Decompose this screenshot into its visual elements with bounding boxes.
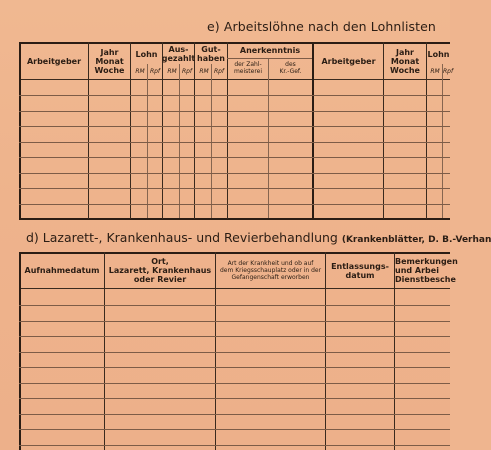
header-anerkenntnis: Anerkenntnis [239,46,301,55]
section-d-title [26,230,491,245]
ruled-line [19,142,450,143]
subheader-rpf: Rpf [181,68,193,75]
ruled-line [19,336,450,337]
table-c-bottom-border [19,218,450,220]
subcol-divider [442,64,443,218]
ruled-line [19,126,450,127]
subcol-divider [147,64,148,218]
header-ort-lazarett: Ort, Lazarett, Krankenhaus oder Revier [108,257,212,284]
section-d-note: (Krankenblätter, D. B.-Verhan [341,235,491,245]
subheader-rpf: Rpf [149,68,161,75]
subheader-rm: RM [430,68,440,75]
subcol-divider [211,64,212,218]
ruled-line [19,398,450,399]
ruled-line [19,204,450,205]
ruled-line [19,429,450,430]
section-d-heading: d) Lazarett-, Krankenhaus- und Revierbehandlung [26,230,338,245]
ruled-line [19,352,450,353]
ruled-line [19,305,450,306]
section-c-title: e) Arbeitslöhne nach den Lohnlisten [207,19,436,34]
subheader-rpf: Rpf [213,68,225,75]
ruled-line [19,321,450,322]
ruled-line [19,367,450,368]
ruled-line [19,383,450,384]
header-aufnahmedatum: Aufnahmedatum [24,266,100,275]
header-guthaben: Gut- haben [197,45,225,63]
subcol-divider [268,58,269,218]
subheader-rpf: Rpf [443,68,454,75]
ruled-line [19,95,450,96]
header-zahlmeisterei: der Zahl- meisterei [233,61,263,75]
col-divider [426,42,427,219]
subcol-divider [179,64,180,218]
header-kr-gef: des Kr.-Gef. [279,61,302,75]
header-arbeitgeber-2: Arbeitgeber [321,56,376,66]
subheader-rm: RM [199,68,209,75]
header-ausgezahlt: Aus- gezahlt [161,45,196,63]
ruled-line [19,173,450,174]
col-divider [162,42,163,219]
table-d-header-bottom [19,288,450,289]
header-lohn: Lohn [135,49,158,59]
header-bemerkungen: Bemerkungen und Arbei Dienstbesche [395,257,458,284]
table-c-header-bottom [19,79,450,80]
ruled-line [19,414,450,415]
col-divider [194,42,195,219]
ruled-line [19,157,450,158]
header-arbeitgeber: Arbeitgeber [26,56,82,66]
ruled-line [19,188,450,189]
header-lohn-2: Lohn [427,49,450,59]
header-art-der-krankheit: Art der Krankheit und ob auf dem Kriegsschauplatz oder in der Gefangenschaft erworben [219,260,322,281]
header-entlassungsdatum: Entlassungs- datum [331,261,389,280]
col-divider [130,42,131,219]
subheader-rm: RM [167,68,177,75]
subheader-rm: RM [135,68,145,75]
ruled-line [19,111,450,112]
header-jahr-monat-woche-2: Jahr Monat Woche [390,47,420,75]
ruled-line [19,445,450,446]
header-jahr-monat-woche: Jahr Monat Woche [94,47,125,75]
